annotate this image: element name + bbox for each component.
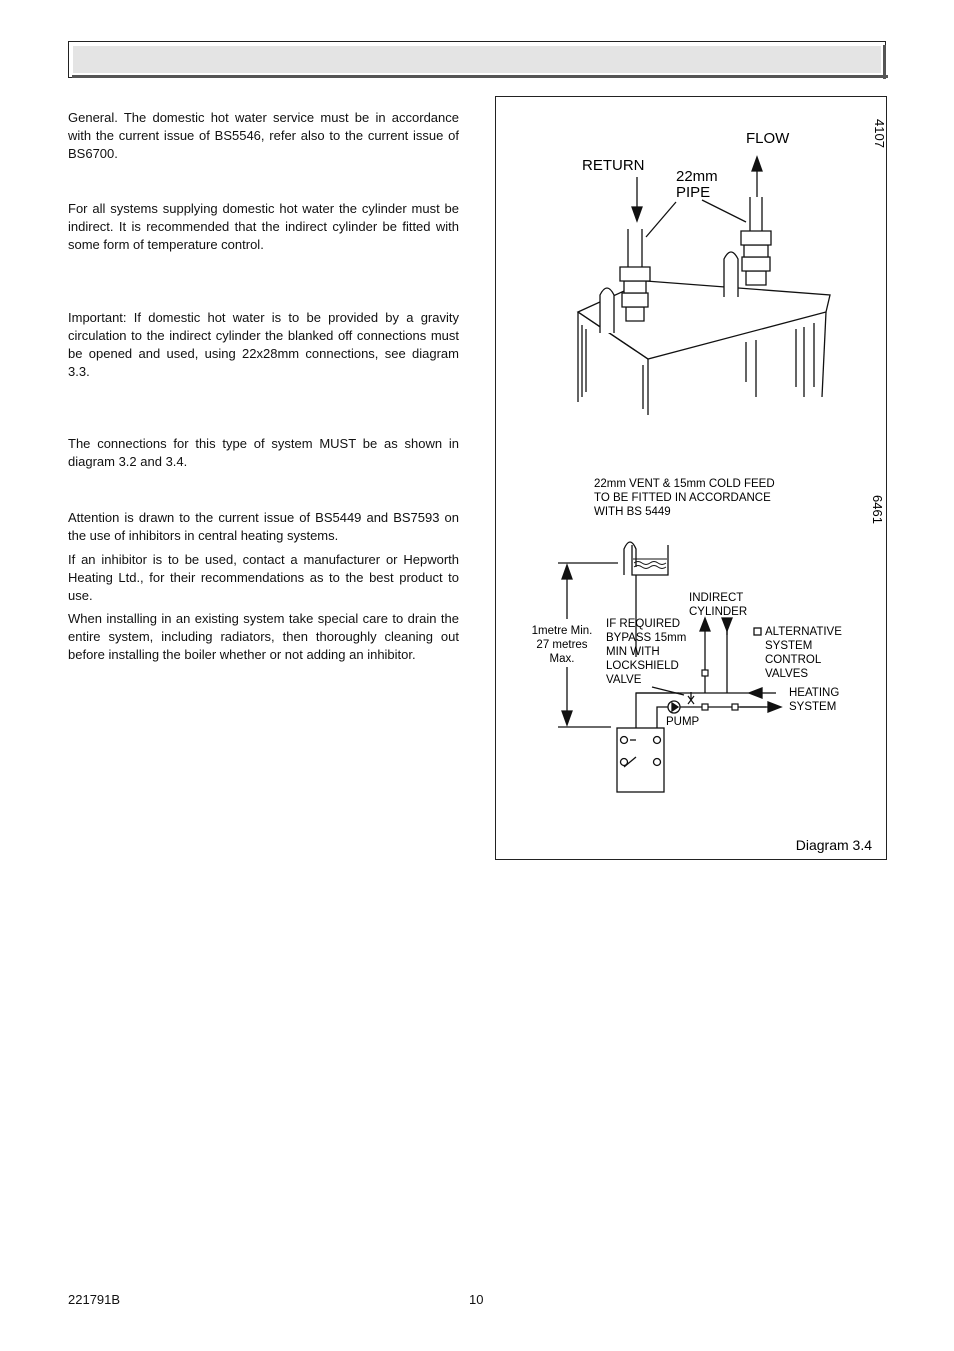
label-return: RETURN xyxy=(582,157,645,174)
pump-label: PUMP xyxy=(666,716,700,728)
height-line-3: Max. xyxy=(549,653,575,665)
label-pipe: PIPE xyxy=(676,184,711,201)
alt-line-4: VALVES xyxy=(765,668,809,680)
alt-line-3: CONTROL xyxy=(765,654,822,666)
vent-note-line-3: WITH BS 5449 xyxy=(594,506,671,518)
paragraph-indirect-cylinder: For all systems supplying domestic hot water the cylinder must be indirect. It is recommended that the indirect cylinder be fitted with some form of temperature control. xyxy=(68,201,459,252)
return-arrow xyxy=(632,177,642,221)
cylinder-control-valve xyxy=(702,670,708,676)
vent-note-line-2: TO BE FITTED IN ACCORDANCE xyxy=(594,492,771,504)
vent-note-line-1: 22mm VENT & 15mm COLD FEED xyxy=(594,478,775,490)
diagram-ref-bottom: 6461 xyxy=(870,495,885,524)
flow-control-valve xyxy=(702,704,708,710)
heating-line-2: SYSTEM xyxy=(789,701,837,713)
height-line-1: 1metre Min. xyxy=(531,625,593,637)
paragraph-inhibitor-contact: If an inhibitor is to be used, contact a manufacturer or Hepworth Heating Ltd., for their recommendations as to the best product to use. xyxy=(68,552,459,603)
paragraph-attention-inhibitors: Attention is drawn to the current issue of BS5449 and BS7593 on the use of inhibitors in central heating systems. xyxy=(68,510,459,543)
bypass-line-5: VALVE xyxy=(606,674,642,686)
paragraph-connections: The connections for this type of system MUST be as shown in diagram 3.2 and 3.4. xyxy=(68,436,459,469)
section-header-bar xyxy=(68,41,886,78)
paragraph-important-gravity: Important: If domestic hot water is to be provided by a gravity circulation to the indirect cylinder the blanked off connections must be opened and used, using 22x28mm connections, see diagram 3.3. xyxy=(68,310,459,379)
height-line-2: 27 metres xyxy=(536,639,588,651)
flow-arrow xyxy=(752,157,762,197)
label-pipe-size: 22mm xyxy=(676,168,718,185)
indirect-line-1: INDIRECT xyxy=(689,592,744,604)
alt-line-2: SYSTEM xyxy=(765,640,813,652)
heating-line-1: HEATING xyxy=(789,687,840,699)
diagram-caption: Diagram 3.4 xyxy=(795,837,872,853)
control-valve-legend-icon xyxy=(754,628,761,635)
bypass-line-4: LOCKSHIELD xyxy=(606,660,679,672)
boiler-illustration xyxy=(578,197,830,415)
paragraph-general: General. The domestic hot water service must be in accordance with the current issue of BS5546, refer also to the current issue of BS6700. xyxy=(68,110,459,161)
diagram-svg xyxy=(496,97,888,861)
bypass-line-1: IF REQUIRED xyxy=(606,618,681,630)
indirect-line-2: CYLINDER xyxy=(689,606,748,618)
paragraph-existing-system: When installing in an existing system take special care to drain the entire system, including radiators, then thoroughly cleaning out before installing the boiler whether or not adding an inhibitor. xyxy=(68,611,459,662)
diagram-3-4-box xyxy=(495,96,887,860)
document-number: 221791B xyxy=(68,1292,121,1307)
bypass-line-2: BYPASS 15mm xyxy=(606,632,687,644)
diagram-ref-top: 4107 xyxy=(872,119,887,148)
alt-line-1: ALTERNATIVE xyxy=(765,626,842,638)
label-flow: FLOW xyxy=(746,130,790,147)
heating-control-valve xyxy=(732,704,738,710)
bypass-line-3: MIN WITH xyxy=(606,646,660,658)
page-number: 10 xyxy=(469,1292,484,1307)
